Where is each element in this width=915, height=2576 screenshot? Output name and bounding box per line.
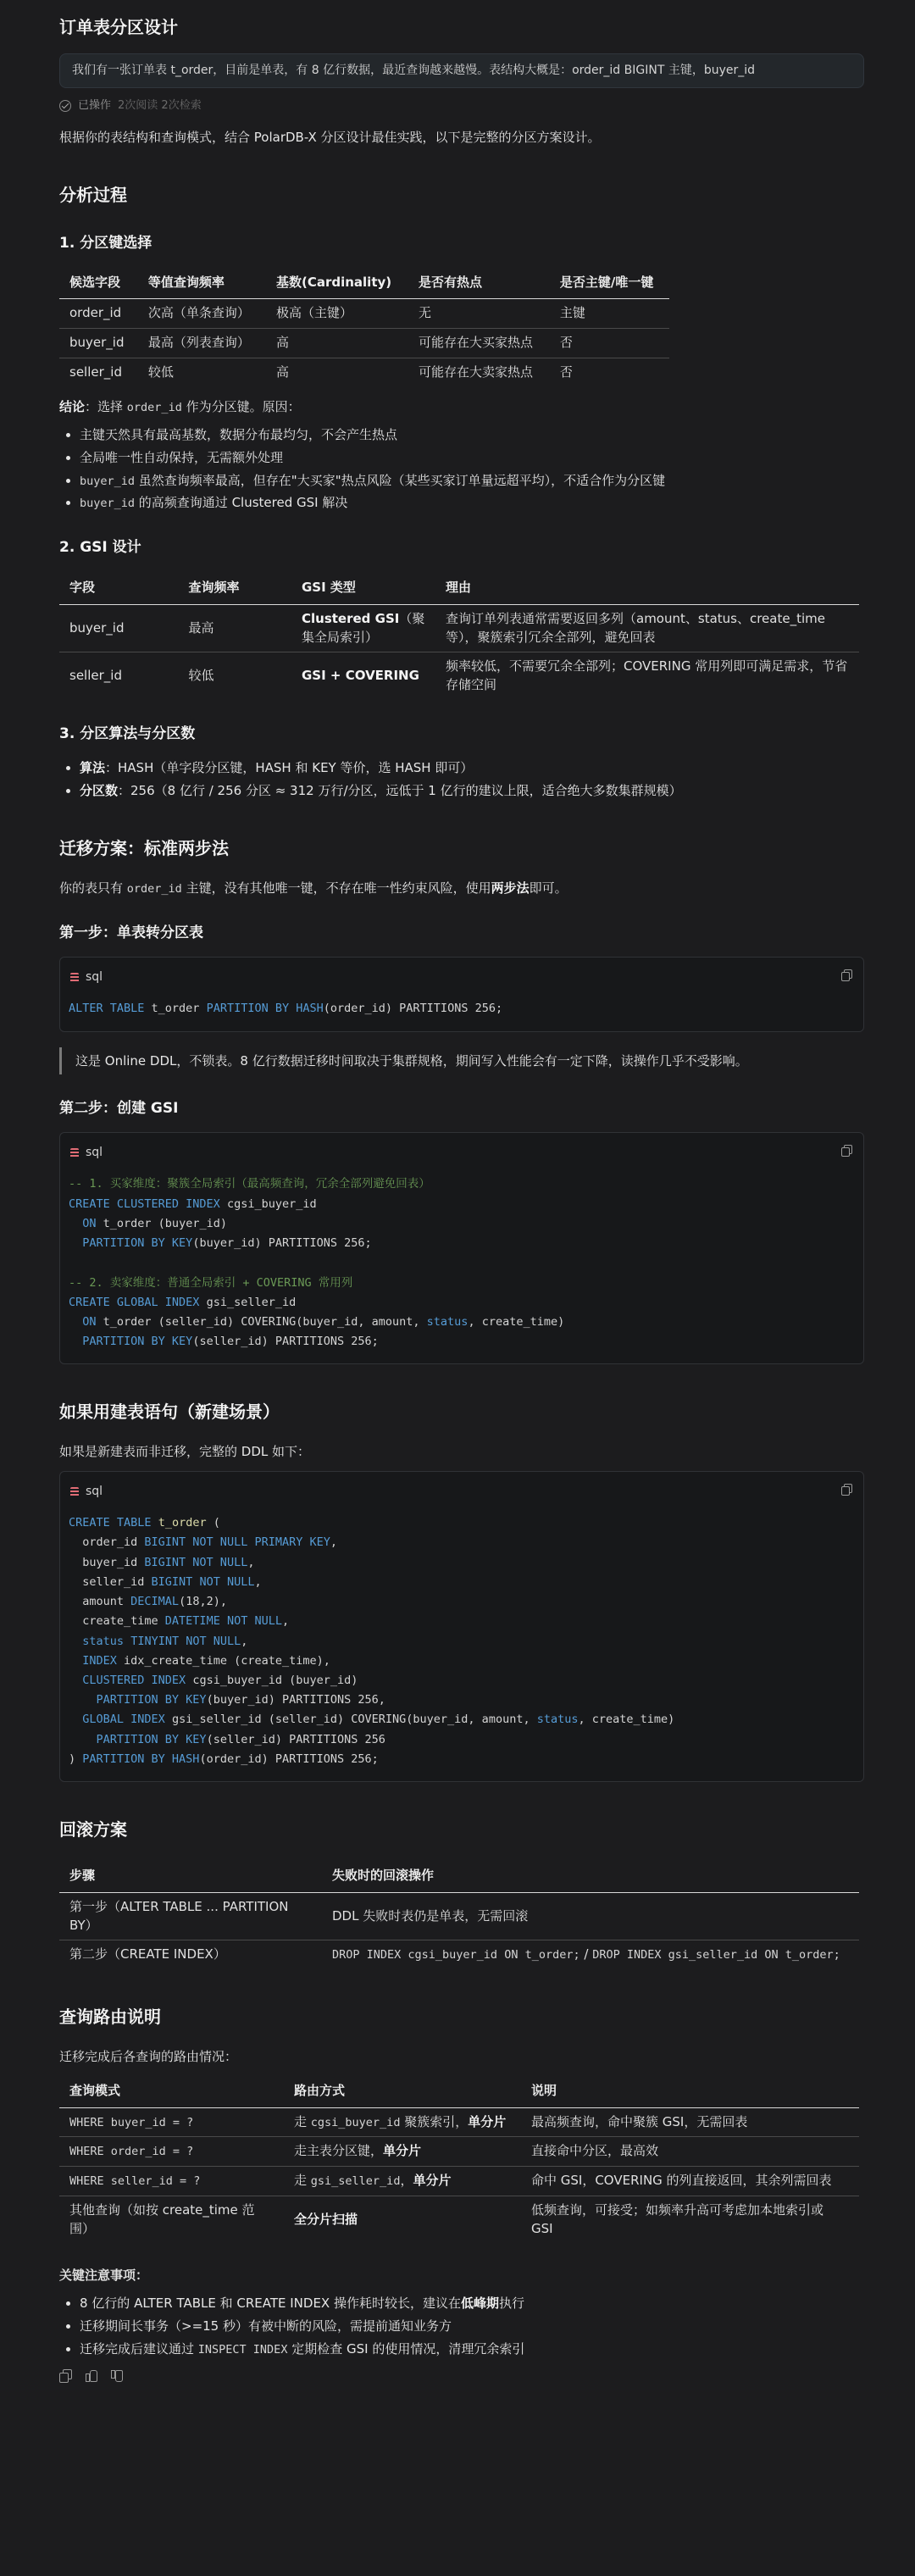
column-header: 字段	[59, 571, 179, 604]
gsi-type-note: （聚集全局索引）	[302, 610, 425, 645]
table-cell: buyer_id	[59, 604, 179, 652]
gsi-heading: 2. GSI 设计	[59, 539, 141, 557]
list-text: 虽然查询频率最高，但存在"大买家"热点风险（某些买家订单量远超平均），不适合作为分区键	[135, 472, 666, 488]
copy-icon[interactable]	[59, 2369, 71, 2381]
table-cell: 最高频查询，命中聚簇 GSI，无需回表	[521, 2107, 859, 2137]
table-row	[59, 358, 669, 386]
query-mode: 其他查询（如按 create_time 范围）	[69, 2201, 255, 2236]
route-text: 走	[294, 2113, 311, 2129]
column-header: 步骤	[59, 1859, 322, 1892]
list-item: • 迁移完成后建议通过 INSPECT INDEX 定期检查 GSI 的使用情况，清理冗余索引	[80, 2339, 864, 2360]
column-header: 路由方式	[284, 2074, 521, 2107]
table-row	[59, 604, 859, 652]
inline-code: buyer_id	[80, 474, 136, 488]
table-cell: seller_id	[69, 364, 122, 380]
notes-heading: 关键注意事项：	[59, 2268, 149, 2284]
column-header: 等值查询频率	[138, 267, 266, 298]
inline-code: DROP INDEX cgsi_buyer_id ON t_order;	[332, 1948, 580, 1963]
code-block-step1	[59, 957, 864, 1031]
table-cell	[284, 2167, 521, 2196]
table-cell: 无	[408, 299, 550, 329]
routing-heading: 查询路由说明	[59, 2007, 161, 2028]
column-header: 基数(Cardinality)	[266, 267, 408, 298]
database-icon	[70, 973, 79, 983]
list-item	[80, 447, 864, 469]
status-label: 已操作	[78, 99, 112, 113]
newtable-heading: 如果用建表语句（新建场景）	[59, 1402, 280, 1423]
table-cell: 否	[559, 364, 573, 380]
table-cell	[291, 652, 435, 700]
table-row	[59, 299, 669, 329]
migration-heading: 迁移方案：标准两步法	[59, 838, 229, 859]
route-text: ，	[400, 2173, 413, 2189]
gsi-table	[59, 571, 859, 700]
table-cell	[322, 1892, 859, 1940]
page-title: 订单表分区设计	[59, 17, 178, 37]
table-cell: 可能存在大卖家热点	[419, 364, 534, 380]
code-block-step2	[59, 1132, 864, 1364]
rollback-table	[59, 1859, 859, 1969]
table-cell	[291, 604, 435, 652]
copy-icon[interactable]	[841, 1484, 851, 1494]
partition-key-heading: 1. 分区键选择	[59, 235, 152, 253]
table-cell: 最高（列表查询）	[138, 328, 266, 358]
database-icon	[70, 1487, 79, 1497]
table-row	[59, 1940, 859, 1969]
table-cell: 最高	[179, 604, 291, 652]
table-cell: buyer_id	[59, 328, 138, 358]
table-cell: 频率较低，不需要冗余全部列；COVERING 常用列即可满足需求，节省存储空间	[446, 658, 848, 693]
table-cell: order_id	[59, 299, 138, 329]
column-header: 是否主键/唯一键	[550, 267, 669, 298]
table-cell: 高	[266, 328, 408, 358]
database-icon	[70, 1148, 79, 1158]
column-header: GSI 类型	[291, 571, 435, 604]
gsi-type: Clustered GSI	[302, 610, 400, 626]
table-cell	[284, 2137, 521, 2167]
table-row	[59, 1892, 859, 1940]
route-scope: 单分片	[413, 2173, 452, 2189]
user-prompt[interactable]: 我们有一张订单表 t_order，目前是单表，有 8 亿行数据，最近查询越来越慢。表结构大概是：order_id BIGINT 主键，buyer_id	[59, 53, 864, 88]
rollback-heading: 回滚方案	[59, 1819, 127, 1840]
code-lang: sql	[86, 970, 103, 985]
inline-code: cgsi_buyer_id	[310, 2115, 401, 2129]
table-cell	[284, 2107, 521, 2137]
table-cell: 可能存在大买家热点	[408, 328, 550, 358]
inline-code: gsi_seller_id	[310, 2174, 401, 2189]
column-header: 说明	[521, 2074, 859, 2107]
table-row	[59, 2167, 859, 2196]
list-item: • 迁移期间长事务（>=15 秒）有被中断的风险，需提前通知业务方	[80, 2316, 864, 2337]
table-cell: 第二步（CREATE INDEX）	[69, 1946, 226, 1963]
inline-code: buyer_id	[80, 497, 136, 511]
column-header: 失败时的回滚操作	[322, 1859, 859, 1892]
table-cell: 次高（单条查询）	[138, 299, 266, 329]
notes-list	[80, 2293, 864, 2359]
check-icon	[59, 100, 71, 112]
table-cell: 第一步（ALTER TABLE ... PARTITION BY）	[59, 1892, 322, 1940]
step1-heading: 第一步：单表转分区表	[59, 924, 203, 942]
step2-heading: 第二步：创建 GSI	[59, 1100, 179, 1118]
inline-code: WHERE order_id = ?	[69, 2145, 194, 2159]
inline-code: WHERE buyer_id = ?	[69, 2115, 194, 2129]
table-cell: 直接命中分区，最高效	[521, 2137, 859, 2167]
table-cell	[322, 1940, 859, 1969]
code-lang: sql	[86, 1146, 103, 1160]
list-text: 的高频查询通过 Clustered GSI 解决	[135, 495, 348, 511]
column-header: 查询模式	[59, 2074, 284, 2107]
analysis-heading: 分析过程	[59, 185, 127, 206]
copy-icon[interactable]	[841, 1145, 851, 1155]
rollback-text: DDL 失败时表仍是单表，无需回滚	[332, 1907, 529, 1924]
intro-text: 根据你的表结构和查询模式，结合 PolarDB-X 分区设计最佳实践，以下是完整的分区方案设计。	[59, 129, 601, 145]
table-cell	[59, 2137, 284, 2167]
table-cell: seller_id	[69, 668, 122, 684]
table-cell	[59, 2196, 284, 2243]
column-header: 理由	[435, 571, 859, 604]
algorithm-list	[80, 758, 864, 802]
gsi-type: GSI + COVERING	[302, 668, 419, 684]
route-scope: 全分片扫描	[294, 2211, 358, 2227]
list-item: • 8 亿行的 ALTER TABLE 和 CREATE INDEX 操作耗时较长，建议在低峰期执行	[80, 2293, 864, 2314]
separator: /	[580, 1946, 593, 1963]
table-row	[59, 328, 669, 358]
table-cell: 极高（主键）	[266, 299, 408, 329]
column-header: 候选字段	[59, 267, 138, 298]
table-cell: 否	[550, 328, 669, 358]
column-header: 查询频率	[179, 571, 291, 604]
code-lang: sql	[86, 1485, 103, 1499]
table-row	[59, 2196, 859, 2243]
table-cell: 命中 GSI，COVERING 的列直接返回，其余列需回表	[521, 2167, 859, 2196]
table-cell: 低频查询，可接受；如频率升高可考虑加本地索引或 GSI	[531, 2201, 824, 2236]
copy-icon[interactable]	[841, 969, 851, 980]
table-cell: 查询订单列表通常需要返回多列（amount、status、create_time 等），聚簇索引冗余全部列，避免回表	[435, 604, 859, 652]
list-item	[80, 425, 864, 446]
migration-intro: 你的表只有 order_id 主键，没有其他唯一键，不存在唯一性约束风险，使用两步法即可。	[59, 880, 568, 897]
conclusion: 结论：选择 order_id 作为分区键。原因：	[59, 399, 301, 415]
thumbs-up-icon[interactable]	[85, 2369, 97, 2381]
inline-code: WHERE seller_id = ?	[69, 2174, 201, 2189]
code-block-create-table	[59, 1471, 864, 1782]
code-step2: -- 1. 买家维度：聚簇全局索引（最高频查询，冗余全部列避免回表） CREATE CLUSTERED INDEX cgsi_buyer_id ON t_order (buyer_id) PARTITION BY KEY(buyer_id) PARTITIONS 256; -- 2. 卖家维度：普通全局索引 + COVERING 常用列 CREATE GLOBAL INDEX gsi_seller_id ON t_order (seller_id) COVERING(buyer_id, amount, status, create_time) PARTITION BY KEY(seller_id) PARTITIONS 256;	[69, 1177, 565, 1349]
thumbs-down-icon[interactable]	[110, 2369, 122, 2381]
online-ddl-note: 这是 Online DDL，不锁表。8 亿行数据迁移时间取决于集群规格，期间写入性能会有一定下降，读操作几乎不受影响。	[59, 1047, 864, 1075]
table-cell: 较低	[188, 668, 214, 684]
route-text: 聚簇索引，	[400, 2113, 469, 2129]
routing-intro: 迁移完成后各查询的路由情况：	[59, 2049, 238, 2065]
code-step1: ALTER TABLE t_order PARTITION BY HASH(order_id) PARTITIONS 256;	[69, 1002, 503, 1016]
list-item	[80, 492, 864, 514]
table-cell	[59, 2167, 284, 2196]
table-cell	[59, 2107, 284, 2137]
routing-table	[59, 2074, 859, 2244]
table-cell	[284, 2196, 521, 2243]
table-cell: 高	[275, 364, 289, 380]
code-create-table: CREATE TABLE t_order ( order_id BIGINT NOT NULL PRIMARY KEY, buyer_id BIGINT NOT NULL, seller_id BIGINT NOT NULL, amount DECIMAL(18,2), create_time DATETIME NOT NULL, status TINYINT NOT NULL, INDEX idx_create_time (create_time), CLUSTERED INDEX cgsi_buyer_id (buyer_id) PARTITION BY KEY(buyer_id) PARTITIONS 256, GLOBAL INDEX gsi_seller_id (seller_id) COVERING(buyer_id, amount, status, create_time) PARTITION BY KEY(seller_id) PARTITIONS 256 ) PARTITION BY HASH(order_id) PARTITIONS 256;	[69, 1516, 675, 1766]
feedback-bar	[59, 2369, 864, 2381]
table-row	[59, 652, 859, 700]
inline-code: DROP INDEX gsi_seller_id ON t_order;	[592, 1948, 840, 1963]
conclusion-list	[80, 425, 864, 514]
table-row	[59, 2107, 859, 2137]
column-header: 是否有热点	[408, 267, 550, 298]
status-detail: 2次阅读 2次检索	[118, 99, 202, 113]
route-text: 走主表分区键，	[294, 2143, 384, 2159]
route-scope: 单分片	[383, 2143, 422, 2159]
list-text: 全局唯一性自动保持，无需额外处理	[80, 449, 284, 465]
operation-status[interactable]	[59, 97, 864, 114]
partition-key-table	[59, 267, 669, 386]
route-text: 走	[294, 2173, 311, 2189]
table-row	[59, 2137, 859, 2167]
list-item	[80, 470, 864, 491]
algorithm-heading: 3. 分区算法与分区数	[59, 724, 196, 742]
list-text: 主键天然具有最高基数，数据分布最均匀，不会产生热点	[80, 427, 398, 443]
route-scope: 单分片	[468, 2113, 507, 2129]
newtable-intro: 如果是新建表而非迁移，完整的 DDL 如下：	[59, 1444, 310, 1460]
table-cell: 较低	[147, 364, 174, 380]
list-item: • 分区数：256（8 亿行 / 256 分区 ≈ 312 万行/分区，远低于 1 亿行的建议上限，适合绝大多数集群规模）	[80, 780, 864, 802]
table-cell: 主键	[550, 299, 669, 329]
list-item: • 算法：HASH（单字段分区键，HASH 和 KEY 等价，选 HASH 即可）	[80, 758, 864, 779]
